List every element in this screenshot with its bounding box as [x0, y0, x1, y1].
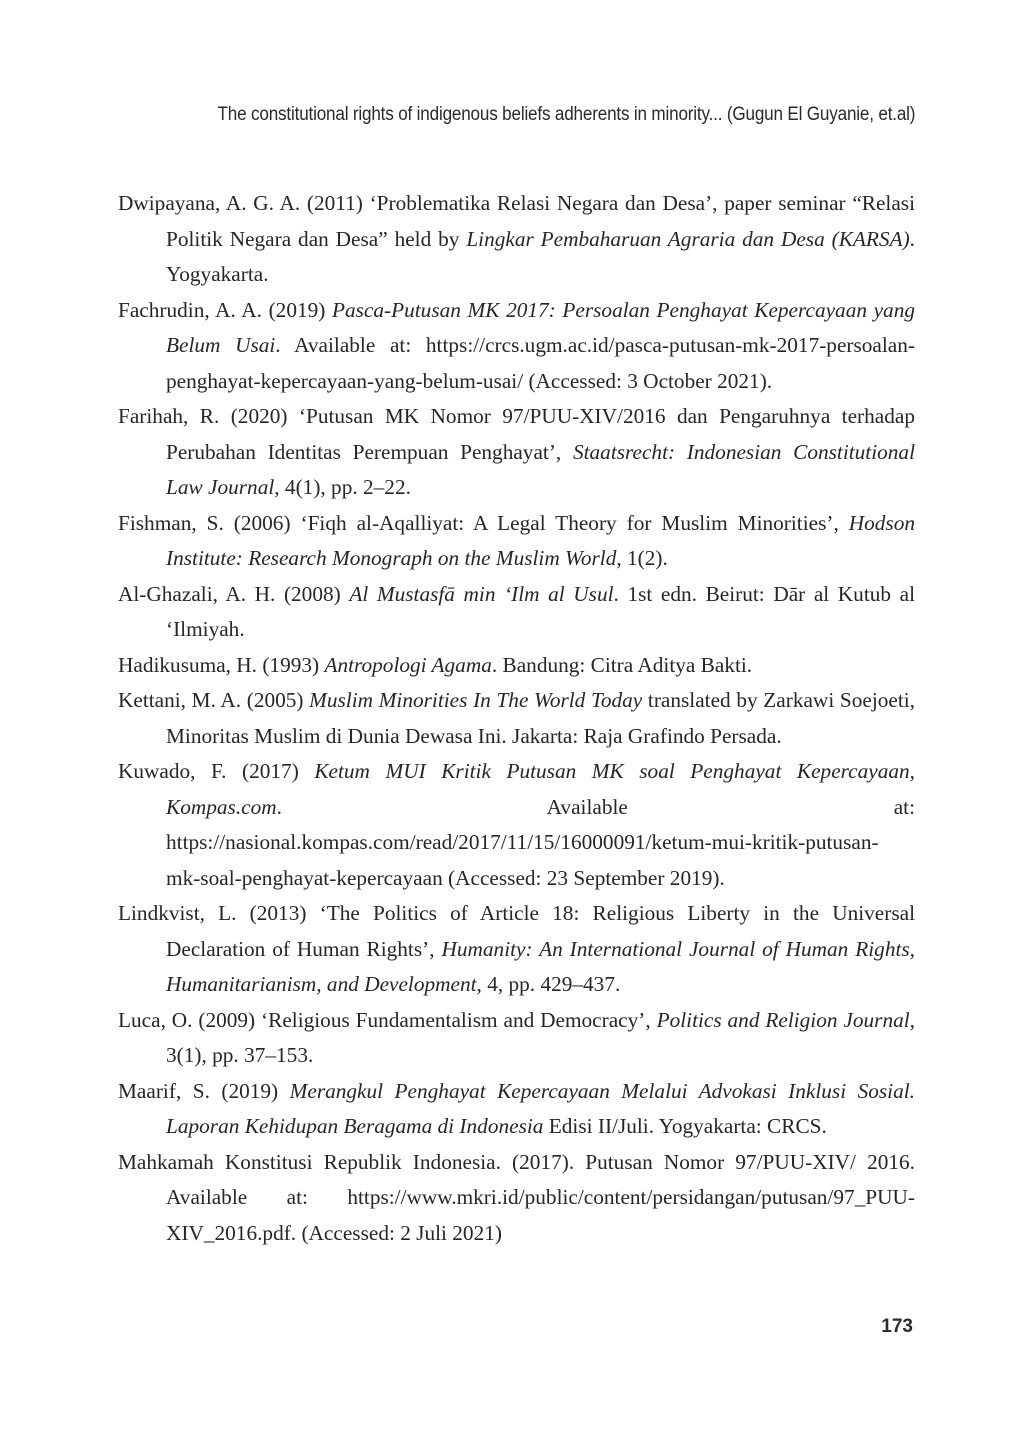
reference-entry — [118, 1074, 915, 1145]
reference-text: , 4, pp. 429–437. — [476, 972, 621, 996]
reference-text: Kettani, M. A. (2005) — [118, 688, 310, 712]
reference-text: , — [909, 759, 915, 783]
reference-title: Hodson Institute: Research Monograph on the Muslim World — [166, 510, 915, 570]
reference-text: , 1(2). — [616, 546, 668, 570]
reference-entry — [118, 1003, 915, 1074]
reference-entry — [118, 754, 915, 896]
reference-text: Fachrudin, A. A. (2019) — [118, 297, 332, 322]
reference-text: Hadikusuma, H. (1993) — [118, 652, 325, 677]
reference-entry — [118, 577, 915, 648]
reference-text: , 4(1), pp. 2–22. — [274, 475, 411, 499]
reference-entry — [118, 896, 915, 1003]
reference-entry — [118, 293, 915, 400]
page-number: 173 — [881, 1316, 913, 1337]
reference-text: . 1st edn. Beirut: Dār al Kutub al ‘Ilmiyah. — [166, 581, 916, 641]
reference-title: Lingkar Pembaharuan Agraria dan Desa (KARSA) — [466, 226, 910, 251]
reference-title: Ketum MUI Kritik Putusan MK soal Penghayat Kepercayaan — [314, 759, 910, 783]
running-header: The constitutional rights of indigenous beliefs adherents in minority... (Gugun El Guyanie, et.al) — [217, 104, 915, 125]
reference-text: Al-Ghazali, A. H. (2008) — [118, 581, 350, 606]
reference-text: Luca, O. (2009) ‘Religious Fundamentalism and Democracy’, — [118, 1007, 657, 1032]
reference-title: Muslim Minorities In The World Today — [309, 688, 643, 712]
reference-entry — [118, 683, 915, 754]
reference-title: Staatsrecht: Indonesian Constitutional Law Journal — [166, 439, 915, 499]
reference-title: Humanity: An International Journal of Human Rights, Humanitarianism, and Development — [166, 936, 916, 996]
reference-text: Lindkvist, L. (2013) ‘The Politics of Article 18: Religious Liberty in the Universal Declaration of Human Rights’, — [118, 901, 915, 961]
reference-text: Edisi II/Juli. Yogyakarta: CRCS. — [543, 1114, 827, 1138]
reference-text: Maarif, S. (2019) — [118, 1078, 290, 1103]
reference-text: . Bandung: Citra Aditya Bakti. — [491, 652, 753, 677]
reference-entry — [118, 1145, 915, 1252]
reference-title: Pasca-Putusan MK 2017: Persoalan Penghayat Kepercayaan yang Belum Usai — [166, 297, 915, 357]
reference-title: Kompas.com — [166, 794, 277, 819]
reference-text: . Available at: https://crcs.ugm.ac.id/pasca-putusan-mk-2017-persoalan-penghayat-kepercayaan-yang-belum-usai/ (Accessed: 3 October 2021). — [166, 333, 915, 393]
reference-entry — [118, 648, 915, 684]
reference-entry — [118, 506, 915, 577]
reference-title: Merangkul Penghayat Kepercayaan Melalui Advokasi Inklusi Sosial. Laporan Kehidupan Beragama di Indonesia — [166, 1078, 915, 1138]
reference-text: Fishman, S. (2006) ‘Fiqh al-Aqalliyat: A Legal Theory for Muslim Minorities’, — [118, 510, 849, 535]
reference-text: Mahkamah Konstitusi Republik Indonesia. (2017). Putusan Nomor 97/PUU-XIV/ 2016. Available at: https://www.mkri.id/public/content/persidangan/putusan/97_PUU-XIV_2016.pdf. (Accessed: 2 Juli 2021) — [118, 1149, 915, 1245]
reference-entry — [118, 399, 915, 506]
reference-title: Antropologi Agama — [324, 652, 492, 677]
reference-text: Kuwado, F. (2017) — [118, 759, 315, 783]
reference-text: Dwipayana, A. G. A. (2011) ‘Problematika Relasi Negara dan Desa’, paper seminar “Relasi Politik Negara dan Desa” held by — [118, 191, 915, 251]
reference-title: Politics and Religion Journal — [656, 1007, 910, 1032]
reference-text: Farihah, R. (2020) ‘Putusan MK Nomor 97/PUU-XIV/2016 dan Pengaruhnya terhadap Perubahan Identitas Perempuan Penghayat’, — [118, 404, 915, 464]
reference-title: Al Mustasfā min ‘Ilm al Usul — [349, 581, 614, 606]
reference-entry — [118, 186, 915, 293]
reference-text: , 3(1), pp. 37–153. — [166, 1007, 915, 1067]
reference-text: translated by Zarkawi Soejoeti, Minoritas Muslim di Dunia Dewasa Ini. Jakarta: Raja Grafindo Persada. — [166, 688, 915, 748]
reference-list — [118, 186, 915, 1251]
reference-text: . Yogyakarta. — [166, 226, 915, 286]
reference-text: . Available at: https://nasional.kompas.com/read/2017/11/15/16000091/ketum-mui-kritik-putusan- mk-soal-penghayat-kepercayaan (Accessed: 23 September 2019). — [166, 794, 915, 890]
